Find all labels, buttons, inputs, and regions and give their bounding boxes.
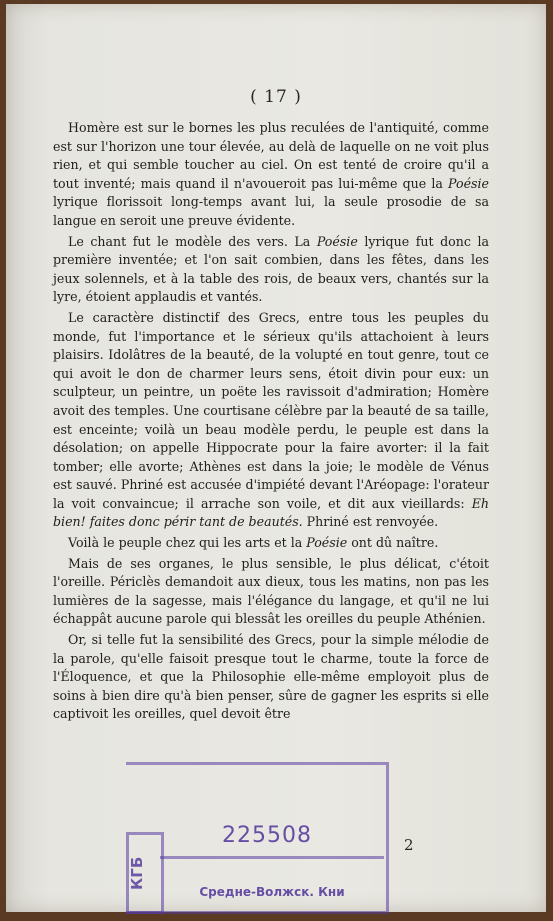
paragraph: Or, si telle fut la sensibilité des Grecs, pour la simple mélodie de la parole, qu'elle faisoit presque tout le charme, toute la force de l'Éloquence, et que la Philosophie elle-même employoit plus de soins à bien dire qu'à bien penser, sûre de gagner les esprits si elle captivoit les oreilles, quel devoit être: [53, 632, 489, 722]
italic-term: Poésie: [448, 175, 489, 191]
paragraph: Mais de ses organes, le plus sensible, le plus délicat, c'étoit l'oreille. Périclès demandoit aux dieux, tous les matins, non pas les lumières de la sagesse, mais l'élégance du langage, et qu'il ne lui échappât aucune parole qui blessât les oreilles du peuple Athénien.: [53, 555, 489, 627]
library-stamp-number: 225508: [222, 823, 312, 848]
page-number: ( 17 ): [250, 87, 302, 107]
paragraph: Le chant fut le modèle des vers. La Poésie lyrique fut donc la première inventée; et l'on sait combien, dans les fêtes, dans les jeux solennels, et à la table des rois, de beaux vers, chantés sur la lyre, étoient applaudis et vantés.: [53, 233, 489, 305]
library-stamp-side-text: КГБ: [128, 856, 146, 890]
body-text: [53, 119, 489, 726]
paragraph: Homère est sur le bornes les plus reculées de l'antiquité, comme est sur l'horizon une tour élevée, au delà de laquelle on ne voit plus rien, et qui semble toucher au ciel. On est tenté de croire qu'il a tout inventé; mais quand il n'avoueroit pas lui-même que la Poésie lyrique florissoit long-temps avant lui, la seule prosodie de sa langue en seroit une preuve évidente.: [53, 120, 489, 228]
italic-term: Poésie: [306, 535, 348, 551]
italic-quote: Eh bien! faites donc périr tant de beautés.: [53, 495, 489, 530]
italic-term: Poésie: [316, 233, 358, 249]
library-stamp-divider: [160, 856, 384, 859]
library-stamp-caption: Средне-Волжск. Кни: [199, 885, 345, 899]
signature-mark: 2: [404, 836, 414, 854]
paragraph: Voilà le peuple chez qui les arts et la Poésie ont dû naître.: [68, 535, 439, 551]
paragraph: Le caractère distinctif des Grecs, entre tous les peuples du monde, fut l'importance et le sérieux qu'ils attachoient à leurs plaisirs. Idolâtres de la beauté, de la volupté en tout genre, tout ce qui avoit le don de charmer leurs sens, étoit divin pour eux: un sculpteur, un peintre, un poëte les ravissoit d'admiration; Homère avoit des temples. Une courtisane célèbre par la beauté de sa taille, est enceinte; voilà un beau modèle perdu, le peuple est dans la désolation; on appelle Hippocrate pour la faire avorter: il la fait tomber; elle avorte; Athènes est dans la joie; le modèle de Vénus est sauvé. Phriné est accusée d'impiété devant l'Aréopage: l'orateur la voit convaincue; il arrache son voile, et dit aux vieillards: Eh bien! faites donc périr tant de beautés. Phriné est renvoyée.: [53, 309, 489, 530]
